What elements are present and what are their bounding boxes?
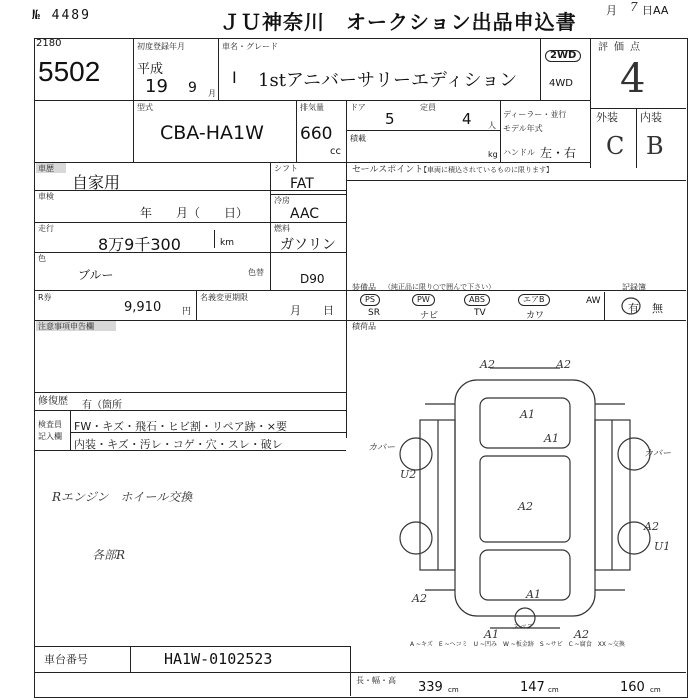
dimensions-unit: cm — [650, 686, 661, 694]
lot-number: 5502 — [38, 56, 101, 87]
divider — [34, 392, 346, 393]
warranty-label: 名義変更期限 — [200, 293, 248, 302]
diagram-mark: A1 — [526, 588, 541, 601]
dimensions-length: 339 — [418, 680, 443, 695]
inspector-entry-label: 記入欄 — [38, 432, 62, 441]
interior-grade: B — [646, 132, 664, 160]
divider — [346, 100, 347, 162]
sales-point-note: 【車両に積込されているものに限ります】 — [420, 166, 553, 174]
notes-label: 注意事項申告欄 — [38, 322, 94, 331]
divider — [70, 410, 71, 450]
door-label: ドア — [350, 103, 366, 112]
displacement-unit: cc — [330, 146, 341, 157]
equipment-ps: PS — [360, 294, 380, 306]
model-label: 車名・グレード — [222, 42, 278, 51]
diagram-mark: スペア — [512, 623, 533, 631]
shift-value: FAT — [290, 176, 314, 192]
registration-month-unit: 月 — [208, 89, 216, 98]
diagram-mark: A1 — [544, 432, 559, 445]
model-name: Ⅰ — [232, 68, 237, 87]
dimensions-width: 147 — [520, 680, 545, 695]
diagram-mark: カバー — [644, 449, 672, 459]
diagram-mark: A1 — [520, 408, 535, 421]
capacity-label: 定員 — [420, 103, 436, 112]
divider — [133, 100, 134, 162]
divider — [636, 108, 637, 168]
inspector-code: コゲ — [172, 438, 195, 451]
drive-2wd: 2WD — [545, 50, 581, 62]
interior-label: 内装 — [640, 111, 662, 124]
divider — [218, 38, 219, 100]
mileage-label: 走行 — [38, 224, 54, 233]
diagram-mark: A2 — [644, 520, 659, 533]
divider — [350, 646, 351, 696]
equipment-label: 装備品 — [352, 283, 376, 292]
equipment-aw: AW — [586, 296, 601, 306]
inspector-code: キズ — [107, 438, 129, 451]
divider — [270, 194, 346, 195]
handwritten-note-1: Rエンジン ホイール交換 — [52, 490, 193, 504]
shift-label: シフト — [274, 164, 298, 173]
divider — [500, 100, 501, 162]
handle-value: 左・右 — [540, 146, 577, 160]
exterior-label: 外装 — [596, 111, 618, 124]
tax-label: R券 — [38, 293, 52, 302]
divider — [130, 646, 131, 672]
handwritten-note-2: 各部R — [92, 548, 126, 562]
mileage-value: 8万9千300 — [98, 235, 181, 254]
divider — [196, 290, 197, 320]
displacement-label: 排気量 — [300, 103, 324, 112]
model-year-label: モデル年式 — [503, 124, 543, 133]
inspector-codes-row2: 内装・キズ・汚レ・コゲ・穴・スレ・破レ — [74, 438, 283, 451]
equipment-abs: ABS — [464, 294, 490, 306]
dimensions-label: 長・幅・高 — [356, 676, 396, 685]
load-label: 積載 — [350, 134, 366, 143]
record-label: 記録簿 — [622, 283, 646, 292]
color-label: 色 — [38, 254, 46, 263]
equipment-leather: カワ — [526, 311, 545, 321]
inspector-codes-row1: FW・キズ・飛石・ヒビ割・リペア跡・×要 — [74, 420, 287, 433]
chassis-label: 車台番号 — [44, 653, 88, 666]
load-unit: kg — [488, 150, 498, 159]
divider — [34, 100, 590, 101]
ref-code: 2180 — [36, 38, 62, 49]
inspector-code: リペア跡 — [212, 420, 256, 433]
use-label: 車歴 — [38, 164, 54, 173]
divider — [590, 108, 686, 109]
color-value: ブルー — [78, 268, 114, 282]
capacity-unit: 人 — [488, 121, 496, 130]
divider — [34, 672, 686, 673]
divider — [270, 162, 271, 290]
dimensions-height: 160 — [620, 680, 645, 695]
model-grade: 1stアニバーサリーエディション — [258, 70, 518, 91]
registration-label: 初度登録年月 — [137, 42, 185, 51]
divider — [34, 162, 590, 163]
color-code-label: 色替 — [248, 268, 264, 277]
divider — [214, 230, 215, 248]
inspector-code: 破レ — [260, 438, 283, 451]
score-value: 4 — [620, 56, 646, 102]
divider — [70, 432, 346, 433]
use-value: 自家用 — [72, 173, 121, 192]
diagram-mark: カバー — [368, 443, 396, 453]
diagram-mark: U1 — [654, 540, 671, 553]
record-circle — [620, 296, 642, 316]
divider — [590, 38, 591, 168]
inspector-code: ×要 — [266, 420, 287, 433]
registration-month: 9 — [188, 80, 197, 96]
loaded-label: 積荷品 — [352, 322, 376, 331]
divider — [296, 100, 297, 162]
diagram-mark: A2 — [574, 628, 589, 641]
type-label: 型式 — [137, 103, 153, 112]
mileage-unit: km — [220, 238, 234, 248]
record-yes: 有 — [628, 302, 639, 315]
record-no: 無 — [652, 302, 663, 315]
diagram-mark: A2 — [518, 500, 533, 513]
exterior-grade: C — [606, 132, 625, 160]
inspector-code: スレ — [227, 438, 250, 451]
diagram-mark: A1 — [484, 628, 499, 641]
divider — [270, 222, 346, 223]
type-value: CBA-HA1W — [160, 122, 264, 144]
divider — [133, 38, 134, 100]
header-date-month: 月 — [606, 4, 617, 17]
repair-value: 有（箇所 — [82, 400, 122, 411]
divider — [604, 292, 605, 320]
color-code: D90 — [300, 272, 325, 286]
equipment-navi: ナビ — [420, 311, 439, 321]
inspector-code: FW — [74, 420, 92, 433]
divider — [34, 646, 350, 647]
tax-value: 9,910 — [124, 300, 162, 315]
warranty-value: 月 日 — [290, 304, 334, 317]
chassis-value: HA1W-0102523 — [164, 650, 273, 668]
damage-legend: A ~キズ E ~ヘコミ U ~凹み W ~板金跡 S ~サビ C ~腐食 XX ~交換 — [410, 641, 625, 648]
inspection-value: 年 月（ 日） — [140, 206, 249, 220]
door-value: 5 — [385, 110, 395, 128]
diagram-mark: U2 — [400, 468, 417, 481]
fuel-value: ガソリン — [280, 237, 336, 253]
equipment-note: （純正品に限り○で囲んで下さい） — [384, 283, 496, 291]
divider — [346, 130, 500, 131]
inspector-code: 穴 — [205, 438, 217, 451]
divider — [34, 410, 346, 411]
divider — [34, 450, 346, 451]
divider — [346, 180, 686, 181]
dealer-label: ディーラー・並行 — [503, 110, 567, 119]
equipment-pw: PW — [412, 294, 435, 306]
capacity-value: 4 — [462, 110, 472, 128]
diagram-mark: A2 — [480, 358, 495, 371]
registration-year: 19 — [145, 76, 168, 97]
sales-point-label: セールスポイント — [352, 165, 424, 175]
score-label: 評価点 — [598, 42, 646, 53]
aircon-value: AAC — [290, 206, 320, 222]
inspector-code: 飛石 — [135, 420, 157, 433]
displacement-value: 660 — [300, 124, 333, 144]
divider — [346, 320, 686, 321]
divider — [346, 290, 347, 438]
serial-number: № 4489 — [32, 8, 91, 23]
divider — [346, 162, 347, 290]
header-date-suffix: 日AA — [642, 4, 669, 17]
inspector-code: キズ — [102, 420, 124, 433]
inspection-label: 車検 — [38, 192, 54, 201]
fuel-label: 燃料 — [274, 224, 290, 233]
registration-era: 平成 — [137, 62, 164, 77]
diagram-mark: A2 — [556, 358, 571, 371]
inspector-code: ヒビ割 — [168, 420, 201, 433]
aircon-label: 冷房 — [274, 196, 290, 205]
handle-label: ハンドル — [503, 148, 535, 157]
equipment-airbag: エアB — [518, 294, 550, 306]
repair-label: 修復歴 — [38, 396, 68, 407]
equipment-tv: TV — [474, 308, 486, 318]
form-title: ＪＵ神奈川 オークション出品申込書 — [220, 10, 577, 34]
drive-4wd: 4WD — [549, 78, 573, 89]
tax-unit: 円 — [182, 307, 192, 317]
inspector-code: 内装 — [74, 438, 96, 451]
divider — [540, 38, 541, 100]
dimensions-unit: cm — [448, 686, 459, 694]
inspector-label: 検査員 — [38, 420, 62, 429]
dimensions-unit: cm — [548, 686, 559, 694]
diagram-mark: A2 — [412, 592, 427, 605]
inspector-code: 汚レ — [139, 438, 162, 451]
header-date-day: 7 — [630, 0, 638, 14]
equipment-sr: SR — [368, 308, 380, 318]
